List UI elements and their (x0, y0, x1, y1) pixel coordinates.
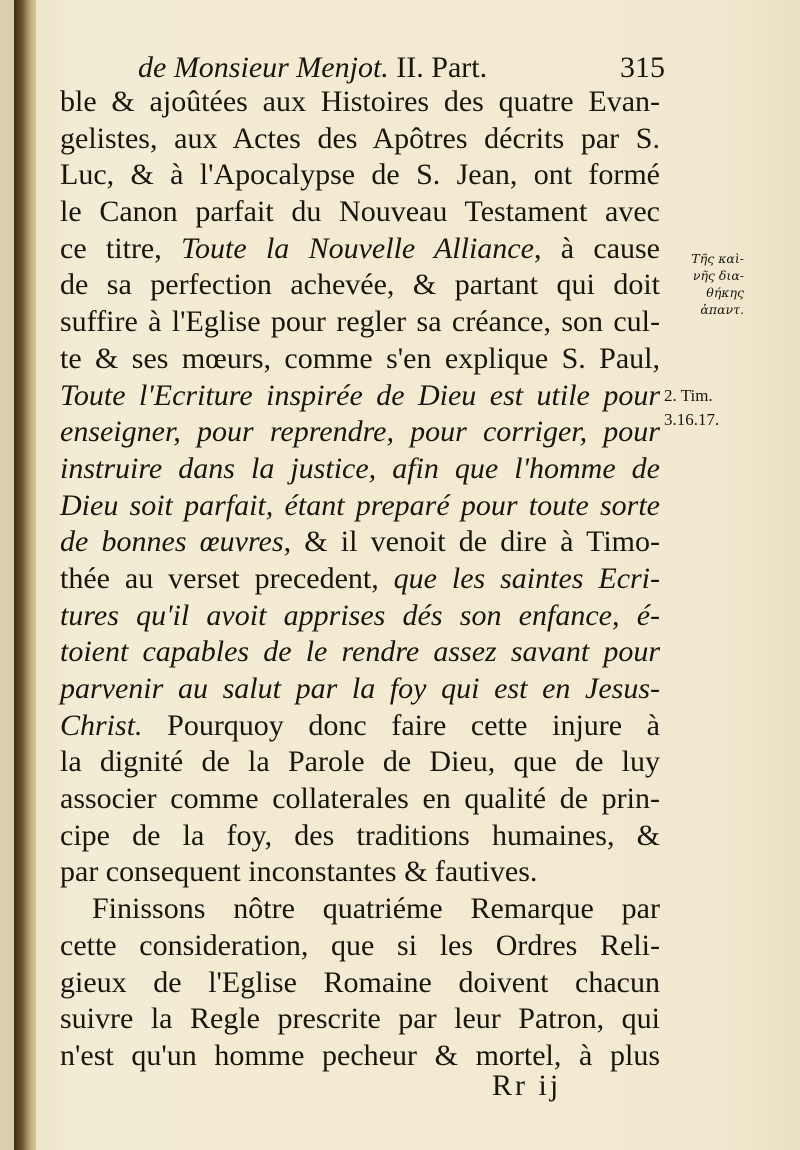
text-line (60, 671, 660, 708)
text-line (60, 1001, 660, 1038)
text-line (60, 598, 660, 635)
text-line (60, 231, 660, 268)
text-line (60, 891, 660, 928)
line-text: n'est qu'un homme pecheur & mortel, à plus (60, 1038, 660, 1072)
line-text: ce titre, (60, 231, 182, 265)
greek-note-line: Τῆς καὶ- (691, 251, 744, 266)
line-text: la dignité de la Parole de Dieu, que de luy (60, 745, 660, 779)
text-line (60, 84, 660, 121)
reference-line: 2. Tim. (664, 386, 713, 405)
text-line (60, 121, 660, 158)
text-line (60, 267, 660, 304)
text-line (60, 634, 660, 671)
greek-note-line: θήκης (706, 285, 744, 300)
italic-quotation: parvenir au salut par la foy qui est en Jesus- (60, 672, 660, 705)
italic-quotation: Christ. (60, 708, 143, 742)
text-line (60, 304, 660, 341)
text-line (60, 157, 660, 194)
line-text: gieux de l'Eglise Romaine doivent chacun (60, 965, 660, 999)
text-line (60, 818, 660, 855)
line-text: de sa perfection achevée, & partant qui doit (60, 268, 660, 302)
line-text: cette consideration, que si les Ordres Reli- (60, 928, 660, 962)
line-text: suffire à l'Eglise pour regler sa créance, son cul- (60, 305, 660, 339)
line-text: te & ses mœurs, comme s'en explique S. Paul, (60, 341, 660, 375)
text-line (60, 194, 660, 231)
margin-notes (664, 0, 784, 1150)
text-line (60, 708, 660, 745)
italic-quotation: tures qu'il avoit apprises dés son enfance, é- (60, 598, 660, 632)
signature-mark: Rr ij (492, 1069, 562, 1102)
greek-margin-note (664, 250, 744, 318)
text-line (60, 744, 660, 781)
line-text: Finissons nôtre quatriéme Remarque par (92, 892, 660, 926)
line-text: Pourquoy donc faire cette injure à (142, 708, 660, 742)
italic-quotation: Toute l'Ecriture inspirée de Dieu est utile pour (60, 378, 660, 412)
line-text: Luc, & à l'Apocalypse de S. Jean, ont formé (60, 158, 660, 192)
running-title-italic: de Monsieur Menjot. (138, 51, 389, 84)
text-line (60, 928, 660, 965)
italic-quotation: Toute la Nouvelle Alliance (181, 231, 534, 265)
text-line (60, 488, 660, 525)
text-line (60, 451, 660, 488)
line-text: suivre la Regle prescrite par leur Patron, qui (60, 1002, 660, 1036)
line-text: le Canon parfait du Nouveau Testament avec (60, 195, 660, 229)
reference-line: 3.16.17. (664, 410, 720, 429)
line-text: , & il venoit de dire à Timo- (283, 525, 661, 559)
text-line (60, 854, 660, 891)
running-title-part: II. Part. (396, 51, 488, 84)
line-text: associer comme collaterales en qualité de prin- (60, 782, 660, 816)
text-line (60, 341, 660, 378)
text-line (60, 414, 660, 451)
line-text: ble & ajoûtées aux Histoires des quatre Evan- (60, 85, 660, 118)
line-text: thée au verset precedent, (60, 561, 394, 595)
italic-quotation: enseigner, pour reprendre, pour corriger, pour (60, 415, 660, 449)
italic-quotation: instruire dans la justice, afin que l'homme de (60, 451, 660, 485)
text-line (60, 524, 660, 561)
greek-note-line: νῆς δια- (692, 268, 744, 283)
italic-quotation: de bonnes œuvres (60, 525, 284, 559)
text-line (60, 781, 660, 818)
page-gutter (14, 0, 36, 1150)
text-line (60, 561, 660, 598)
italic-quotation: que les saintes Ecri- (393, 561, 661, 595)
line-text: cipe de la foy, des traditions humaines, & (60, 818, 660, 852)
text-line (60, 1038, 660, 1075)
line-text: par consequent inconstantes & fautives. (60, 855, 538, 889)
body-text (60, 84, 660, 1075)
italic-quotation: toient capables de le rendre assez savant pour (60, 635, 660, 669)
scripture-reference-note (664, 384, 719, 432)
page-number: 315 (620, 51, 665, 84)
text-line (60, 378, 660, 415)
text-line (60, 965, 660, 1002)
line-text: , à cause (533, 231, 661, 265)
line-text: gelistes, aux Actes des Apôtres décrits par S. (60, 121, 660, 155)
italic-quotation: Dieu soit parfait, étant preparé pour toute sorte (60, 488, 660, 522)
greek-note-line: ἁπαντ. (700, 302, 744, 317)
